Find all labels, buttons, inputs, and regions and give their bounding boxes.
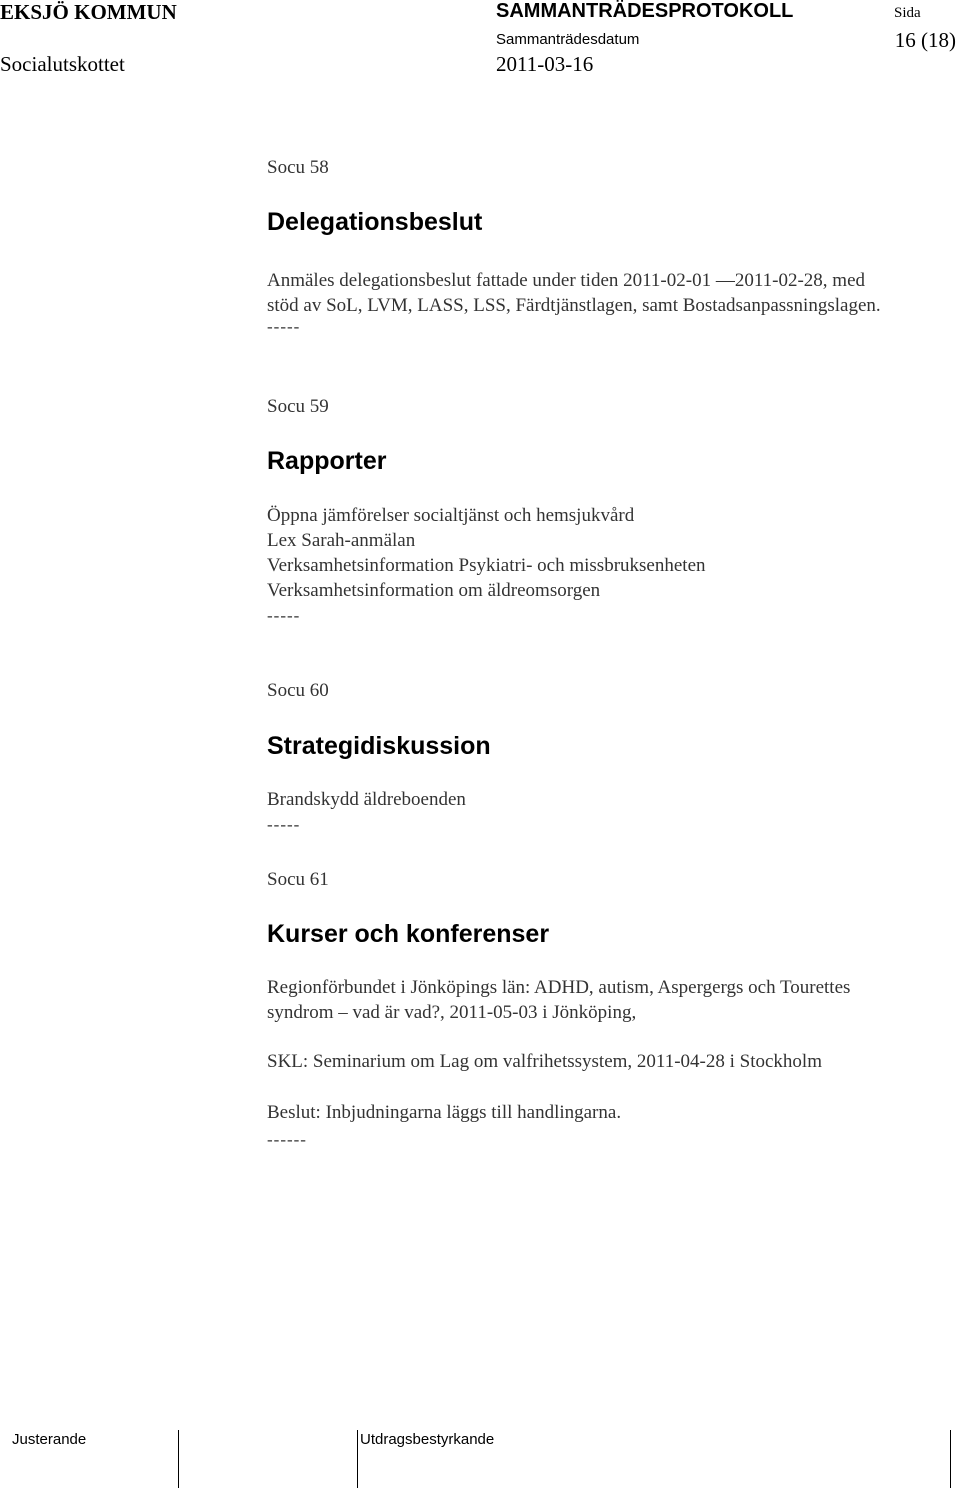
item-ref-61: Socu 61 <box>267 869 329 890</box>
item-body-61 <box>267 975 850 1025</box>
item-title-61: Kurser och konferenser <box>267 920 550 948</box>
page-label: Sida <box>894 5 921 21</box>
separator: ----- <box>267 317 301 336</box>
body-line: Verksamhetsinformation Psykiatri- och missbruksenheten <box>267 555 706 576</box>
item-body-58 <box>267 268 881 318</box>
decision-line: Beslut: Inbjudningarna läggs till handlingarna. <box>267 1102 622 1123</box>
signature-divider <box>178 1430 179 1488</box>
item-title-58: Delegationsbeslut <box>267 208 483 236</box>
document-type: SAMMANTRÄDESPROTOKOLL <box>496 0 794 22</box>
signature-divider <box>357 1430 358 1488</box>
meeting-date: 2011-03-16 <box>496 52 594 76</box>
item-extra-line: SKL: Seminarium om Lag om valfrihetssystem, 2011-04-28 i Stockholm <box>267 1051 822 1072</box>
municipality-name: EKSJÖ KOMMUN <box>0 0 177 24</box>
separator: ------ <box>267 1130 307 1149</box>
body-line: Brandskydd äldreboenden <box>267 789 466 810</box>
item-body-59 <box>267 503 706 603</box>
body-line: Verksamhetsinformation om äldreomsorgen <box>267 580 601 601</box>
signature-divider <box>950 1430 951 1488</box>
separator: ----- <box>267 606 301 625</box>
item-ref-59: Socu 59 <box>267 396 329 417</box>
committee-name: Socialutskottet <box>0 52 125 76</box>
item-title-59: Rapporter <box>267 447 387 475</box>
item-title-60: Strategidiskussion <box>267 732 491 760</box>
page-number: 16 (18) <box>894 28 956 52</box>
body-line: Regionförbundet i Jönköpings län: ADHD, autism, Aspergergs och Tourettes <box>267 977 851 998</box>
body-line: Anmäles delegationsbeslut fattade under tiden 2011-02-01 ―2011-02-28, med <box>267 270 865 291</box>
body-line: syndrom – vad är vad?, 2011-05-03 i Jönköping, <box>267 1002 637 1023</box>
meeting-date-label: Sammanträdesdatum <box>496 31 640 48</box>
body-line: stöd av SoL, LVM, LASS, LSS, Färdtjänstlagen, samt Bostadsanpassningslagen. <box>267 295 881 316</box>
utdragsbestyrkande-label: Utdragsbestyrkande <box>360 1431 495 1448</box>
body-line: Lex Sarah-anmälan <box>267 530 416 551</box>
body-line: Öppna jämförelser socialtjänst och hemsjukvård <box>267 505 635 526</box>
separator: ----- <box>267 815 301 834</box>
item-ref-60: Socu 60 <box>267 680 329 701</box>
item-ref-58: Socu 58 <box>267 157 329 178</box>
item-body-60 <box>267 787 466 812</box>
justerande-label: Justerande <box>12 1431 87 1448</box>
